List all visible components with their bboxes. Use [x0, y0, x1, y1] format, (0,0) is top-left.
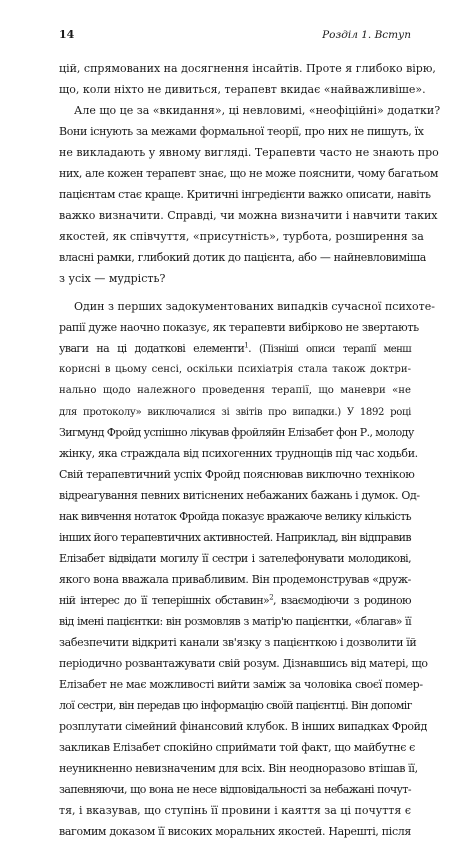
text-line: тя, і вказував, що ступінь її провини і каяття за ці почуття є [59, 804, 411, 817]
text-line: неуникненно невизначеним для всіх. Він неодноразово втішав її, [59, 762, 418, 775]
text-line: якостей, як співчуття, «присутність», турбота, розширення за [59, 230, 424, 243]
text-line: уваги на ці додаткові елементи$^1$. (Пізніші описи терапії менш [59, 341, 412, 355]
text-line: них, але кожен терапевт знає, що не може пояснити, чому багатьом [59, 167, 439, 180]
text-line: закликав Елізабет спокійно сприймати той факт, що майбутнє є [59, 741, 415, 754]
text-line: інших його терапевтичних активностей. Наприклад, він відправив [59, 531, 411, 544]
text-fragment: (Пізніші описи терапії менш [259, 344, 412, 355]
text-line: розплутати сімейний фінансовий клубок. В інших випадках Фройд [59, 720, 428, 733]
text-line: від імені пацієнтки: він розмовляв з матір'ю пацієнтки, «благав» її [59, 615, 411, 628]
text-line: корисні в цьому сенсі, оскільки психіатрія стала також доктри- [59, 364, 411, 375]
paragraph-2 [59, 100, 441, 289]
footnote-ref: 2 [269, 593, 274, 602]
text-line: періодично розвантажувати свій розум. Дізнавшись від матері, що [59, 657, 428, 670]
text-line: не викладають у явному вигляді. Терапевти часто не знають про [59, 146, 439, 159]
text-line: Один з перших задокументованих випадків сучасної психоте- [74, 300, 435, 313]
paragraph-3 [59, 296, 435, 842]
text-fragment: , взаємодіючи з родиною [273, 594, 411, 607]
text-line [59, 590, 411, 611]
text-line: Вони існують за межами формальної теорії, про них не пишуть, їх [59, 125, 424, 138]
section-title: Розділ 1. Вступ [322, 29, 411, 41]
text-line: Свій терапевтичний успіх Фройд пояснював виключно технікою [59, 468, 415, 481]
text-line: з усіх — мудрість? [59, 272, 166, 285]
text-line: забезпечити відкриті канали зв'язку з пацієнткою і дозволити їй [59, 636, 417, 649]
text-line [59, 401, 411, 422]
text-line: відреагування певних витіснених небажаних бажань і думок. Од- [59, 489, 420, 502]
text-line: Зигмунд Фройд успішно лікував фройляйн Елізабет фон Р., молоду [59, 426, 414, 439]
text-line: вагомим доказом її високих моральних якостей. Нарешті, після [59, 825, 411, 838]
running-head [59, 27, 411, 43]
text-line: пацієнтам стає краще. Критичні інгредієнти важко описати, навіть [59, 188, 431, 201]
text-line: Елізабет не має можливості вийти заміж за чоловіка своєї помер- [59, 678, 423, 691]
text-line: власні рамки, глибокий дотик до пацієнта, або — найневловиміша [59, 251, 426, 264]
text-line: важко визначити. Справді, чи можна визначити і навчити таких [59, 209, 438, 222]
text-line: рапії дуже наочно показує, як терапевти вибірково не звертають [59, 321, 419, 334]
body-text [59, 58, 441, 842]
text-line: нак вивчення нотаток Фройда показує вражаюче велику кількість [59, 510, 411, 523]
text-line: якого вона вважала привабливим. Він продемонстрував «друж- [59, 573, 411, 586]
text-line: що, коли ніхто не дивиться, терапевт вкидає «найважливіше». [59, 83, 426, 96]
text-fragment: уваги на ці додаткові елементи [59, 342, 245, 355]
text-line: лої сестри, він передав цю інформацію своїй пацієнтці. Він допоміг [59, 699, 412, 712]
paragraph-gap [59, 289, 411, 296]
text-fragment: ній інтерес до її теперішніх обставин» [59, 594, 270, 607]
text-line: Але що це за «вкидання», ці невловимі, «неофіційні» додатки? [74, 104, 441, 117]
text-line: жінку, яка страждала від психогенних труднощів під час ходьби. [59, 447, 418, 460]
paragraph-1 [59, 58, 436, 100]
text-line: запевняючи, що вона не несе відповідальності за небажані почут- [59, 783, 411, 796]
text-line: цій, спрямованих на досягнення інсайтів. Проте я глибоко вірю, [59, 62, 436, 75]
text-line: нально щодо належного проведення терапії, що маневри «не [59, 385, 411, 396]
footnote-ref: 1 [244, 341, 249, 350]
text-fragment: для протоколу» виключалися зі звітів про випадки.) У 1892 році [59, 407, 411, 418]
text-line: Елізабет відвідати могилу її сестри і зателефонувати молодикові, [59, 552, 411, 565]
page-number: 14 [59, 28, 75, 41]
